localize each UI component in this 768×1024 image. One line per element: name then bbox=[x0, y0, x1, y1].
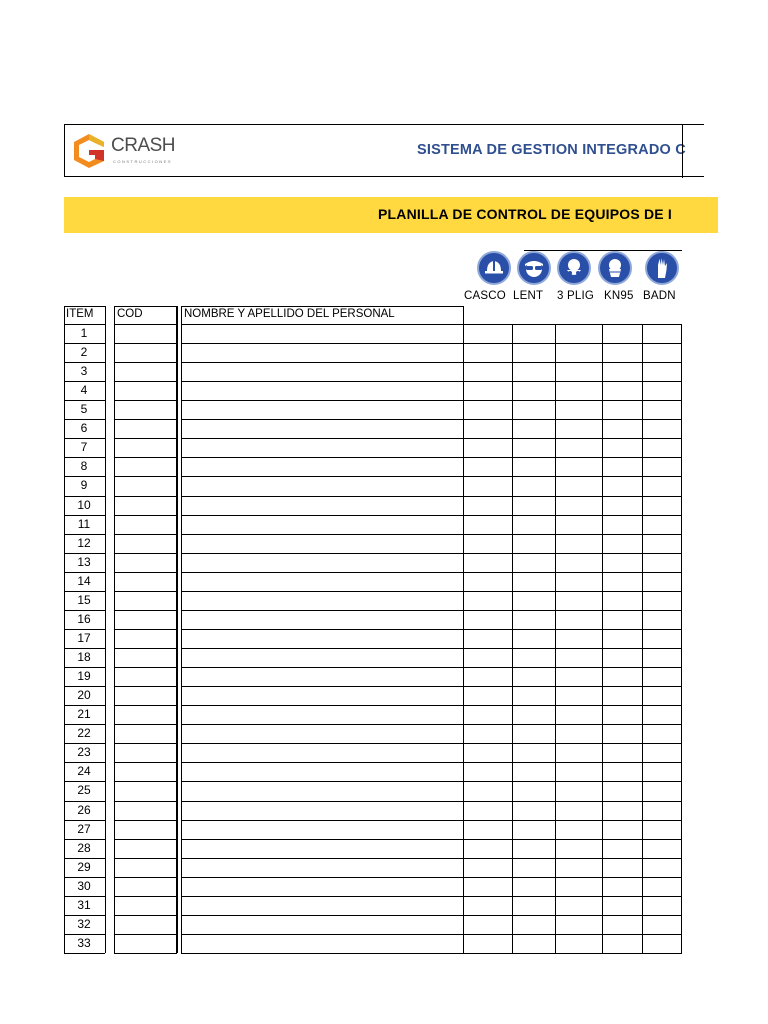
row-line bbox=[181, 953, 682, 954]
row-line bbox=[64, 419, 105, 420]
row-line bbox=[114, 877, 177, 878]
grid-line bbox=[105, 306, 106, 953]
item-number: 33 bbox=[77, 935, 91, 950]
row-line bbox=[64, 648, 105, 649]
ppe-label-badn: BADN bbox=[643, 290, 676, 302]
row-line bbox=[181, 896, 682, 897]
planilla-title: PLANILLA DE CONTROL DE EQUIPOS DE I bbox=[378, 206, 673, 222]
item-number: 19 bbox=[77, 669, 91, 684]
row-line bbox=[114, 476, 177, 477]
row-line bbox=[181, 400, 682, 401]
row-line bbox=[64, 610, 105, 611]
item-number: 6 bbox=[80, 421, 88, 436]
row-line bbox=[181, 667, 682, 668]
item-number: 31 bbox=[77, 897, 91, 912]
row-line bbox=[114, 686, 177, 687]
item-number: 27 bbox=[77, 821, 91, 836]
row-line bbox=[64, 762, 105, 763]
item-number: 5 bbox=[80, 402, 88, 417]
row-line bbox=[64, 667, 105, 668]
grid-line bbox=[64, 306, 105, 307]
item-number: 9 bbox=[80, 478, 88, 493]
row-line bbox=[114, 820, 177, 821]
system-title: SISTEMA DE GESTION INTEGRADO C bbox=[417, 142, 686, 158]
row-line bbox=[114, 362, 177, 363]
item-number: 29 bbox=[77, 859, 91, 874]
row-line bbox=[181, 419, 682, 420]
item-number: 24 bbox=[77, 764, 91, 779]
row-line bbox=[114, 705, 177, 706]
row-line bbox=[64, 438, 105, 439]
item-number: 32 bbox=[77, 916, 91, 931]
row-line bbox=[181, 877, 682, 878]
row-line bbox=[181, 686, 682, 687]
row-line bbox=[181, 801, 682, 802]
row-line bbox=[114, 610, 177, 611]
item-number: 13 bbox=[77, 554, 91, 569]
row-line bbox=[181, 858, 682, 859]
item-number: 3 bbox=[80, 364, 88, 379]
row-line bbox=[181, 743, 682, 744]
row-line bbox=[64, 724, 105, 725]
logo-text: CRASH bbox=[111, 135, 176, 156]
item-number: 22 bbox=[77, 726, 91, 741]
item-number: 4 bbox=[80, 383, 88, 398]
row-line bbox=[114, 915, 177, 916]
row-line bbox=[181, 610, 682, 611]
row-line bbox=[64, 686, 105, 687]
row-line bbox=[114, 572, 177, 573]
item-number: 16 bbox=[77, 611, 91, 626]
row-line bbox=[114, 839, 177, 840]
row-line bbox=[114, 743, 177, 744]
row-line bbox=[114, 629, 177, 630]
row-line bbox=[181, 343, 682, 344]
row-line bbox=[64, 953, 105, 954]
row-line bbox=[64, 324, 105, 325]
row-line bbox=[64, 629, 105, 630]
row-line bbox=[181, 534, 682, 535]
row-line bbox=[114, 762, 177, 763]
logo-subtext: CONSTRUCCIONES bbox=[113, 159, 173, 164]
row-line bbox=[114, 419, 177, 420]
row-line bbox=[114, 858, 177, 859]
item-number: 23 bbox=[77, 745, 91, 760]
grid-line bbox=[181, 306, 463, 307]
item-number: 14 bbox=[77, 573, 91, 588]
row-line bbox=[181, 515, 682, 516]
row-line bbox=[64, 743, 105, 744]
row-line bbox=[181, 820, 682, 821]
ppe-label-3plig: 3 PLIG bbox=[557, 290, 594, 302]
row-line bbox=[114, 648, 177, 649]
item-number: 15 bbox=[77, 592, 91, 607]
row-line bbox=[114, 515, 177, 516]
row-line bbox=[64, 362, 105, 363]
row-line bbox=[64, 705, 105, 706]
row-line bbox=[181, 591, 682, 592]
row-line bbox=[64, 781, 105, 782]
row-line bbox=[181, 915, 682, 916]
item-number: 20 bbox=[77, 688, 91, 703]
grid-line bbox=[177, 306, 178, 953]
row-line bbox=[114, 381, 177, 382]
row-line bbox=[181, 362, 682, 363]
row-line bbox=[64, 915, 105, 916]
item-number: 25 bbox=[77, 783, 91, 798]
row-line bbox=[114, 438, 177, 439]
row-line bbox=[114, 553, 177, 554]
row-line bbox=[181, 381, 682, 382]
row-line bbox=[114, 934, 177, 935]
row-line bbox=[114, 496, 177, 497]
row-line bbox=[64, 343, 105, 344]
item-number: 10 bbox=[77, 497, 91, 512]
row-line bbox=[181, 648, 682, 649]
row-line bbox=[114, 896, 177, 897]
row-line bbox=[114, 343, 177, 344]
item-number: 11 bbox=[77, 516, 91, 531]
row-line bbox=[114, 781, 177, 782]
header-item: ITEM bbox=[66, 308, 94, 320]
item-number: 30 bbox=[77, 878, 91, 893]
row-line bbox=[114, 457, 177, 458]
header-name: NOMBRE Y APELLIDO DEL PERSONAL bbox=[184, 308, 395, 320]
row-line bbox=[64, 381, 105, 382]
row-line bbox=[181, 762, 682, 763]
item-number: 7 bbox=[80, 440, 88, 455]
row-line bbox=[114, 801, 177, 802]
item-number: 26 bbox=[77, 802, 91, 817]
row-line bbox=[114, 953, 177, 954]
row-line bbox=[181, 324, 682, 325]
row-line bbox=[181, 724, 682, 725]
grid-line bbox=[114, 306, 177, 307]
row-line bbox=[114, 724, 177, 725]
row-line bbox=[114, 324, 177, 325]
row-line bbox=[64, 476, 105, 477]
ppe-label-lent: LENT bbox=[513, 290, 544, 302]
row-line bbox=[114, 591, 177, 592]
row-line bbox=[114, 400, 177, 401]
row-line bbox=[181, 839, 682, 840]
item-number: 1 bbox=[80, 326, 88, 340]
item-number: 17 bbox=[77, 630, 91, 645]
row-line bbox=[181, 496, 682, 497]
row-line bbox=[181, 629, 682, 630]
header-cod: COD bbox=[117, 308, 143, 320]
item-number: 12 bbox=[77, 535, 91, 550]
row-line bbox=[114, 667, 177, 668]
ppe-label-kn95: KN95 bbox=[604, 290, 634, 302]
row-line bbox=[181, 476, 682, 477]
row-line bbox=[181, 457, 682, 458]
row-line bbox=[181, 572, 682, 573]
row-line bbox=[181, 438, 682, 439]
item-number: 8 bbox=[80, 459, 88, 474]
row-line bbox=[181, 705, 682, 706]
item-number: 21 bbox=[77, 707, 91, 722]
row-line bbox=[114, 534, 177, 535]
row-line bbox=[64, 400, 105, 401]
item-number: 2 bbox=[80, 345, 88, 360]
row-line bbox=[181, 934, 682, 935]
item-number: 18 bbox=[77, 650, 91, 665]
row-line bbox=[181, 553, 682, 554]
ppe-label-casco: CASCO bbox=[464, 290, 506, 302]
row-line bbox=[64, 457, 105, 458]
row-line bbox=[181, 781, 682, 782]
row-line bbox=[64, 934, 105, 935]
item-number: 28 bbox=[77, 840, 91, 855]
